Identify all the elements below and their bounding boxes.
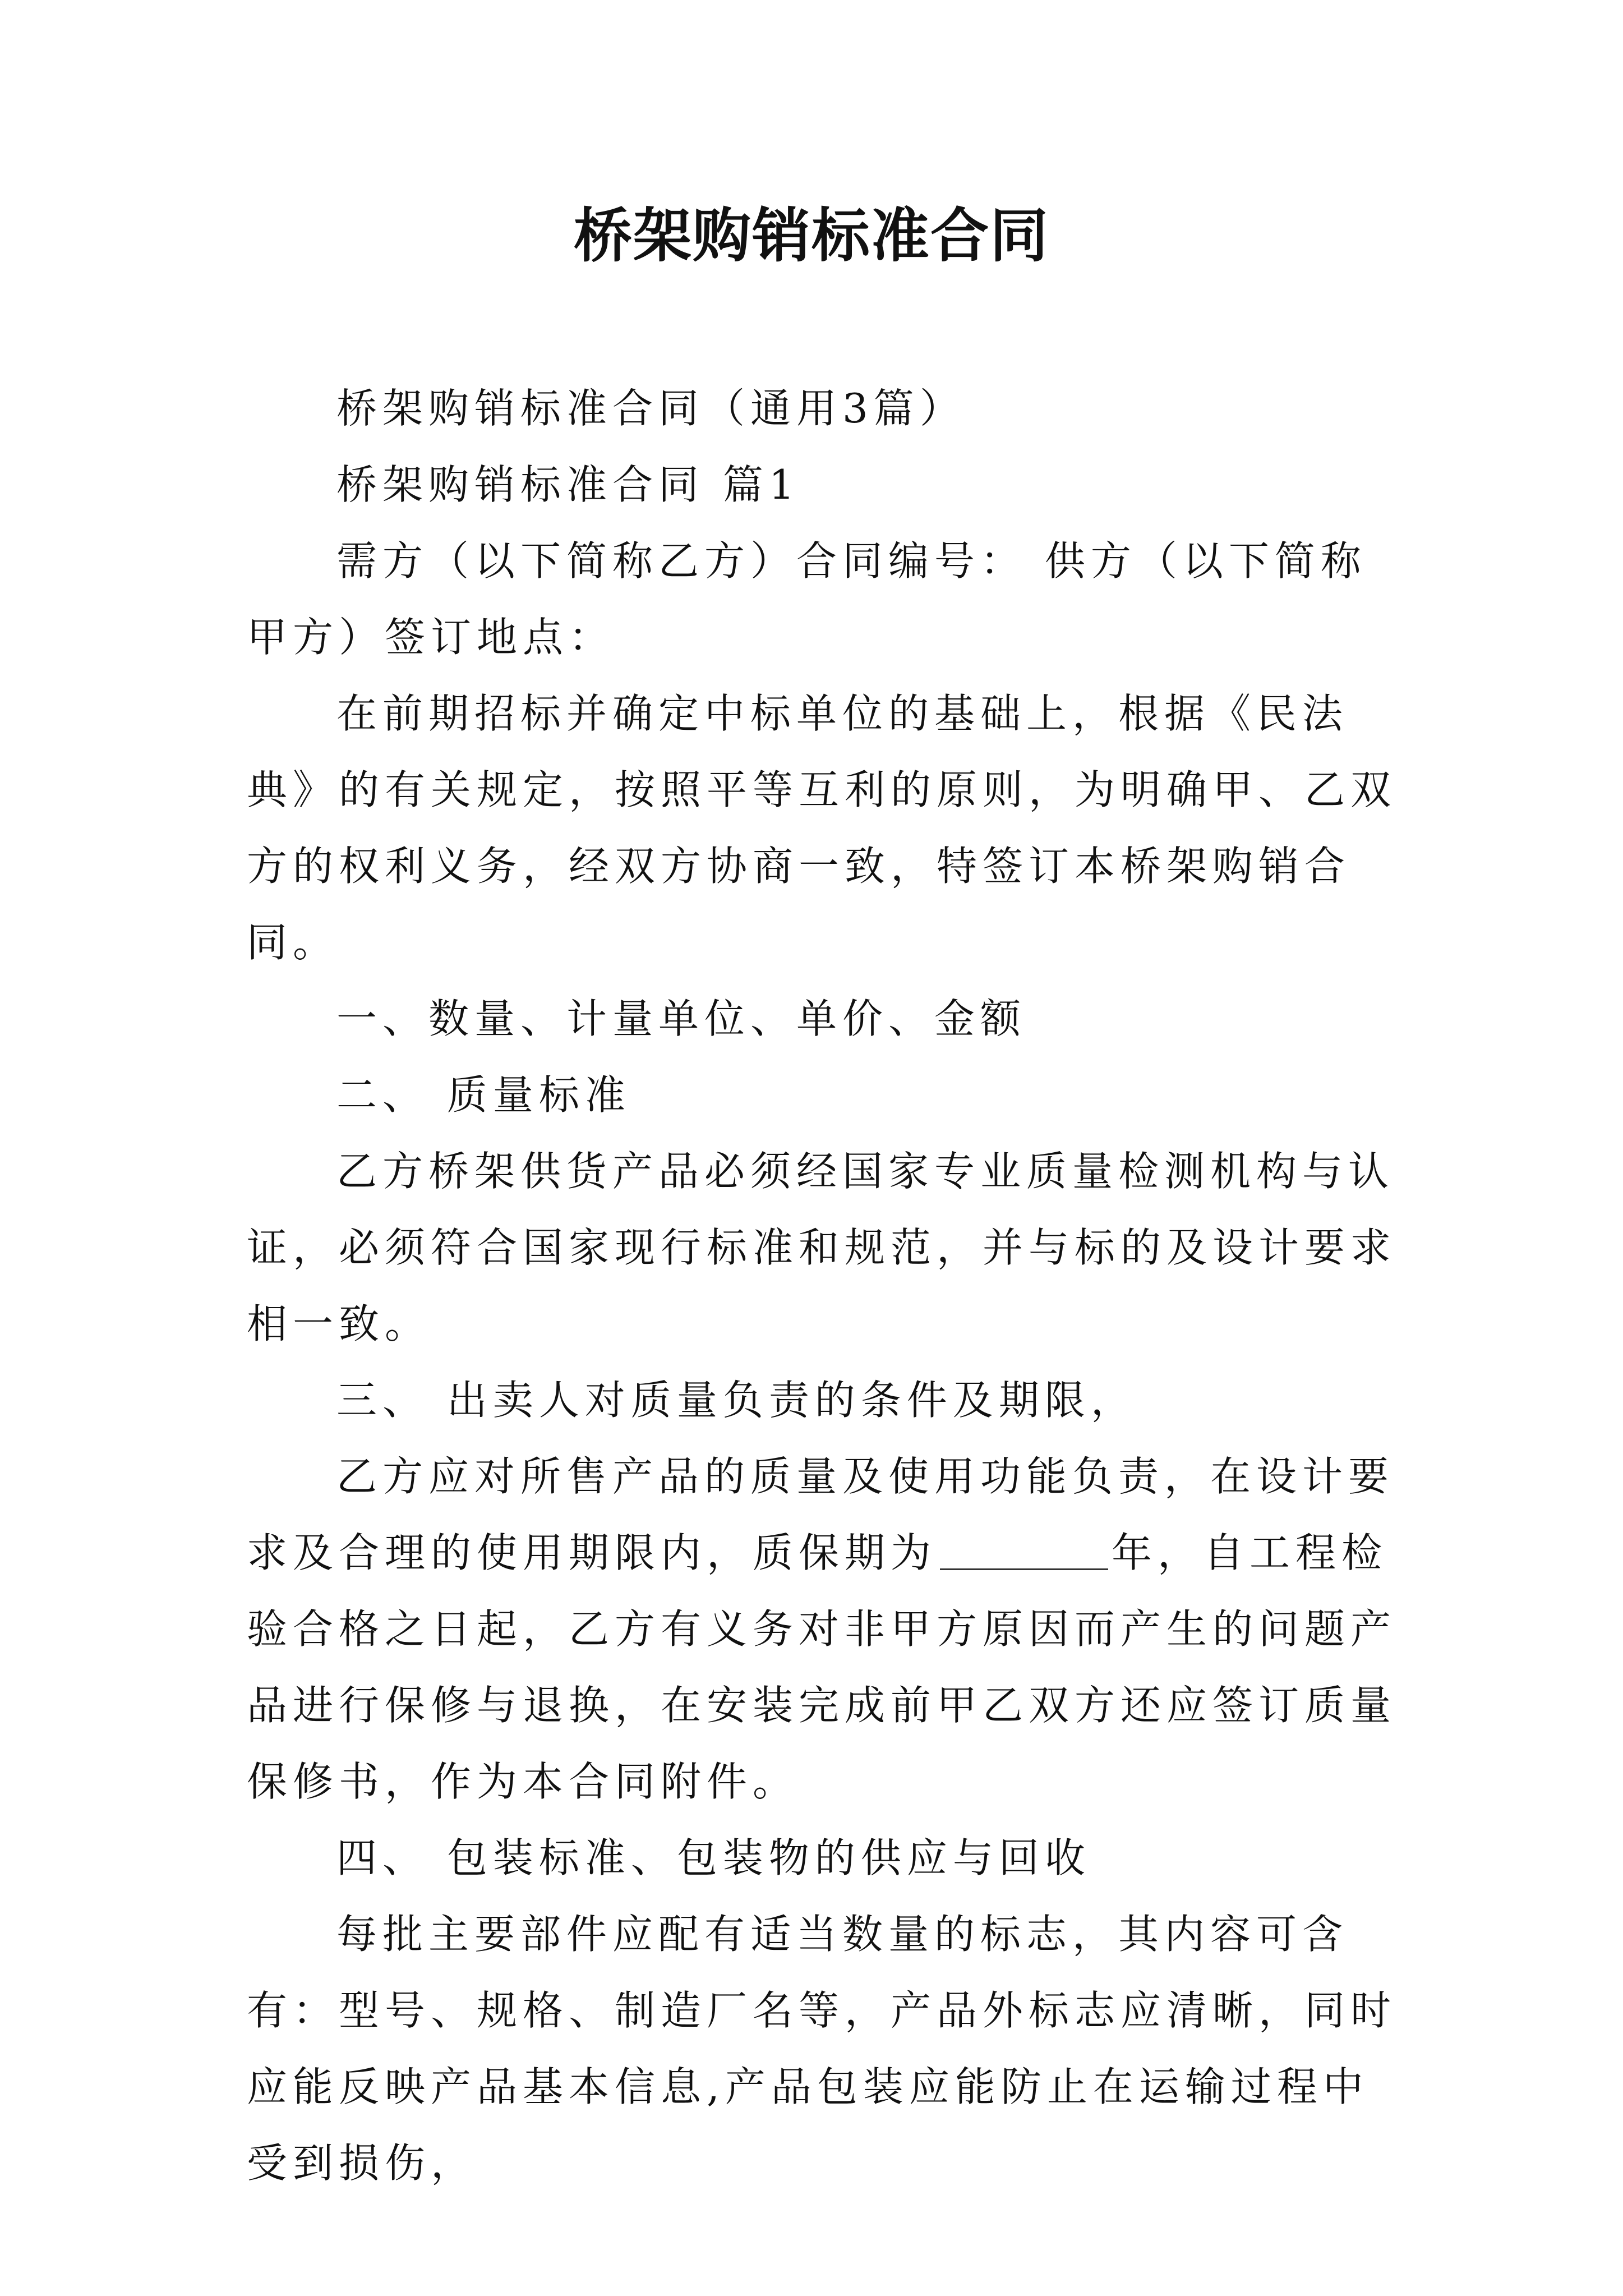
fill-in-blank bbox=[940, 1528, 1108, 1570]
warranty-text-before: 乙方应对所售产品的质量及使用功能负责，在设计要求及合理的使用期限内，质保期为 bbox=[247, 1453, 1395, 1576]
paragraph-subheading: 桥架购销标准合同 篇1 bbox=[336, 461, 800, 508]
warranty-text-after: 年，自工程检验合格之日起，乙方有义务对非甲方原因而产生的问题产品进行保修与退换，在安装完成前甲乙双方还应签订质量保修书，作为本合同附件。 bbox=[247, 1529, 1397, 1805]
document-body bbox=[247, 370, 1402, 2201]
section-heading-2: 二、 质量标准 bbox=[336, 1071, 631, 1119]
paragraph-heading: 桥架购销标准合同（通用3篇） bbox=[336, 385, 966, 432]
paragraph-preamble: 在前期招标并确定中标单位的基础上，根据《民法典》的有关规定，按照平等互利的原则，为明确甲、乙双方的权利义务，经双方协商一致，特签订本桥架购销合同。 bbox=[247, 690, 1397, 966]
section-heading-3: 三、 出卖人对质量负责的条件及期限， bbox=[336, 1377, 1137, 1424]
section-heading-1: 一、数量、计量单位、单价、金额 bbox=[336, 995, 1027, 1042]
paragraph-quality: 乙方桥架供货产品必须经国家专业质量检测机构与认证，必须符合国家现行标准和规范，并与标的及设计要求相一致。 bbox=[247, 1148, 1397, 1347]
paragraph-warranty bbox=[247, 1438, 1402, 1820]
paragraph-packaging: 每批主要部件应配有适当数量的标志，其内容可含有：型号、规格、制造厂名等，产品外标志应清晰，同时应能反映产品基本信息,产品包装应能防止在运输过程中受到损伤， bbox=[247, 1911, 1397, 2187]
section-heading-4: 四、 包装标准、包装物的供应与回收 bbox=[336, 1834, 1091, 1881]
paragraph-parties: 需方（以下简称乙方）合同编号： 供方（以下简称甲方）签订地点： bbox=[247, 537, 1367, 661]
document-title: 桥架购销标准合同 bbox=[573, 201, 1049, 270]
